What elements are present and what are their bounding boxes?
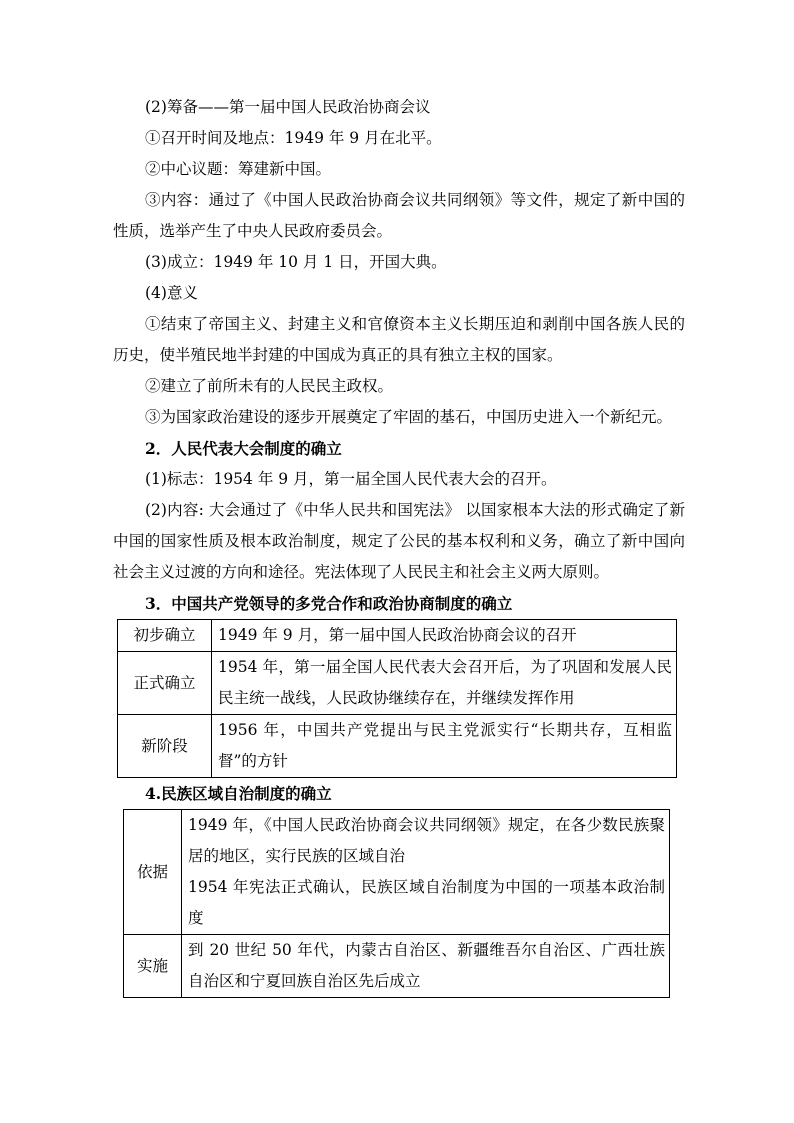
- table-row: [118, 652, 677, 715]
- paragraph-central-topic: ②中心议题：筹建新中国。: [145, 160, 332, 178]
- paragraph-significance-3: ③为国家政治建设的逐步开展奠定了牢固的基石，中国历史进入一个新纪元。: [145, 408, 673, 426]
- table-cell-label: 初步确立: [118, 620, 212, 652]
- table-row: [118, 620, 677, 652]
- table-cell-text: 1949 年 9 月，第一届中国人民政治协商会议的召开: [212, 620, 677, 652]
- paragraph-npc-content: (2)内容: 大会通过了《中华人民共和国宪法》 以国家根本大法的形式确定了新中国的国家性质及根本政治制度，规定了公民的基本权利和义务，确立了新中国向社会主义过渡的方向和途径。宪法体现了人民民主和社会主义两大原则。: [113, 501, 685, 581]
- document-content: [113, 92, 685, 998]
- table-row: [118, 715, 677, 778]
- table-cell-text: 到 20 世纪 50 年代，内蒙古自治区、新疆维吾尔自治区、广西壮族自治区和宁夏回族自治区先后成立: [182, 935, 670, 998]
- paragraph-content: ③内容：通过了《中国人民政治协商会议共同纲领》等文件，规定了新中国的性质，选举产生了中央人民政府委员会。: [113, 191, 685, 240]
- table-cell-text-line: 1949 年，《中国人民政治协商会议共同纲领》规定，在各少数民族聚居的地区，实行民族的区域自治: [188, 816, 665, 865]
- table-row: [124, 810, 670, 935]
- paragraph-npc-mark: (1)标志：1954 年 9 月，第一届全国人民代表大会的召开。: [145, 470, 557, 488]
- paragraph-significance-2: ②建立了前所未有的人民民主政权。: [145, 377, 394, 395]
- section-heading-multiparty: 3．中国共产党领导的多党合作和政治协商制度的确立: [145, 594, 513, 613]
- paragraph-significance-1: ①结束了帝国主义、封建主义和官僚资本主义长期压迫和剥削中国各族人民的历史，使半殖民地半封建的中国成为真正的具有独立主权的国家。: [113, 315, 685, 364]
- table-cell-text: [182, 810, 670, 935]
- table-cell-label: 新阶段: [118, 715, 212, 778]
- ethnic-autonomy-table: [123, 809, 670, 998]
- paragraph-significance-heading: (4)意义: [145, 284, 198, 302]
- table-cell-label: 正式确立: [118, 652, 212, 715]
- section-heading-ethnic-autonomy: 4.民族区域自治制度的确立: [145, 784, 332, 803]
- table-cell-text: 1956 年，中国共产党提出与民主党派实行“长期共存，互相监督”的方针: [212, 715, 677, 778]
- paragraph-time-place: ①召开时间及地点：1949 年 9 月在北平。: [145, 129, 442, 147]
- table-cell-label: 依据: [124, 810, 182, 935]
- section-heading-npc: 2．人民代表大会制度的确立: [145, 439, 342, 458]
- table-row: [124, 935, 670, 998]
- table-cell-text-line: 1954 年宪法正式确认，民族区域自治制度为中国的一项基本政治制度: [188, 878, 665, 927]
- table-cell-label: 实施: [124, 935, 182, 998]
- paragraph-founding: (3)成立：1949 年 10 月 1 日，开国大典。: [145, 253, 447, 271]
- table-cell-text: 1954 年，第一届全国人民代表大会召开后，为了巩固和发展人民民主统一战线，人民政协继续存在，并继续发挥作用: [212, 652, 677, 715]
- multiparty-cooperation-table: [117, 619, 677, 778]
- paragraph-preparation-heading: (2)筹备——第一届中国人民政治协商会议: [145, 98, 431, 116]
